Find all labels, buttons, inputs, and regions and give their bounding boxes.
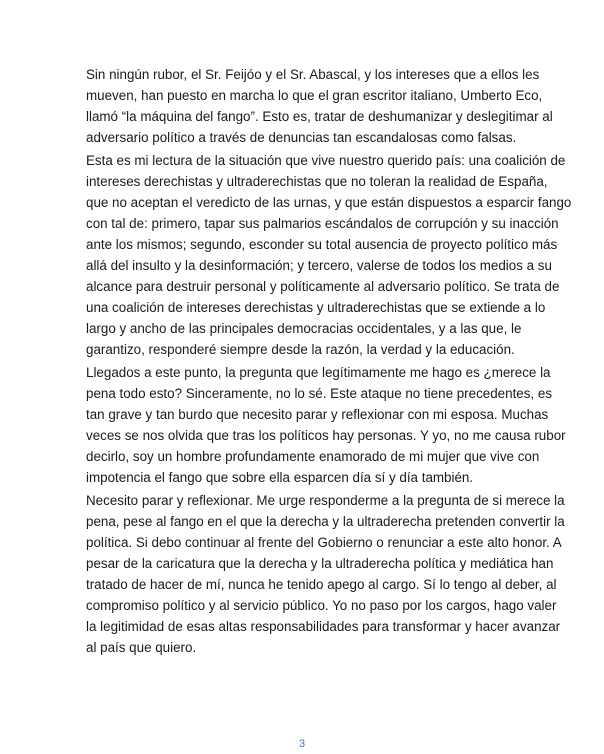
- text-line: Esta es mi lectura de la situación que vive nuestro querido país: una coalición de: [86, 153, 566, 168]
- text-line: adversario político a través de denuncias tan escandalosas como falsas.: [86, 130, 517, 145]
- text-line: intereses derechistas y ultraderechistas que no toleran la realidad de España,: [86, 174, 548, 189]
- text-line: llamó “la máquina del fango”. Esto es, tratar de deshumanizar y deslegitimar al: [86, 109, 553, 124]
- paragraph: [86, 362, 566, 488]
- text-line: política. Si debo continuar al frente del Gobierno o renunciar a este alto honor. A: [86, 535, 562, 550]
- text-line: tan grave y tan burdo que necesito parar y reflexionar con mi esposa. Muchas: [86, 407, 549, 422]
- text-line: alcance para destruir personal y políticamente al adversario político. Se trata de: [86, 279, 560, 294]
- text-line: que no aceptan el veredicto de las urnas, y que están dispuestos a esparcir fango: [86, 195, 572, 210]
- text-line: la legitimidad de esas altas responsabilidades para transformar y hacer avanzar: [86, 619, 561, 634]
- text-line: pena, pese al fango en el que la derecha y la ultraderecha pretenden convertir la: [86, 514, 565, 529]
- paragraph: [86, 150, 572, 360]
- text-line: impotencia el fango que sobre ella esparcen día sí y día también.: [86, 470, 474, 485]
- paragraph: [86, 64, 553, 148]
- text-line: mueven, han puesto en marcha lo que el gran escritor italiano, Umberto Eco,: [86, 88, 543, 103]
- text-line: allá del insulto y la desinformación; y tercero, valerse de todos los medios a su: [86, 258, 552, 273]
- text-line: Necesito parar y reflexionar. Me urge responderme a la pregunta de si merece la: [86, 493, 565, 508]
- text-line: pena todo esto? Sinceramente, no lo sé. Este ataque no tiene precedentes, es: [86, 386, 553, 401]
- page-number: 3: [298, 738, 306, 750]
- text-line: tratado de hacer de mí, nunca he tenido apego al cargo. Sí lo tengo al deber, al: [86, 577, 557, 592]
- text-line: con tal de: primero, tapar sus palmarios escándalos de corrupción y su inacción: [86, 216, 559, 231]
- text-line: Sin ningún rubor, el Sr. Feijóo y el Sr. Abascal, y los intereses que a ellos les: [86, 67, 540, 82]
- text-line: Llegados a este punto, la pregunta que legítimamente me hago es ¿merece la: [86, 365, 551, 380]
- text-line: garantizo, responderé siempre desde la razón, la verdad y la educación.: [86, 342, 515, 357]
- text-line: al país que quiero.: [86, 640, 197, 655]
- text-line: largo y ancho de las principales democracias occidentales, y a las que, le: [86, 321, 522, 336]
- text-line: compromiso político y al servicio público. Yo no paso por los cargos, hago valer: [86, 598, 557, 613]
- text-line: decirlo, soy un hombre profundamente enamorado de mi mujer que vive con: [86, 449, 540, 464]
- paragraph: [86, 490, 565, 658]
- text-line: pesar de la caricatura que la derecha y la ultraderecha política y mediática han: [86, 556, 554, 571]
- text-line: una coalición de intereses derechistas y ultraderechistas que se extiende a lo: [86, 300, 546, 315]
- text-line: veces se nos olvida que tras los políticos hay personas. Y yo, no me causa rubor: [86, 428, 566, 443]
- document-body: [86, 64, 572, 660]
- text-line: ante los mismos; segundo, esconder su total ausencia de proyecto político más: [86, 237, 558, 252]
